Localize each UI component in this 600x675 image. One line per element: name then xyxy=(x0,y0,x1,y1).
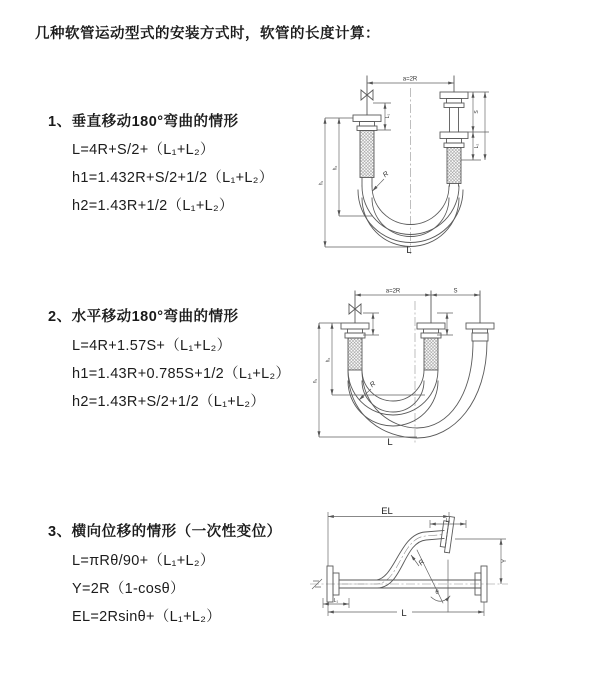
hose-assembly xyxy=(327,516,487,612)
dim-label-a2r: a=2R xyxy=(385,288,401,295)
dim-label-l: L xyxy=(401,608,407,619)
page-title: 几种软管运动型式的安装方式时，软管的长度计算： xyxy=(35,26,380,42)
braided-hose-left xyxy=(360,131,374,178)
section-2-heading: 2、水平移动180°弯曲的情形 xyxy=(48,309,239,325)
dim-label-l1: L₁ xyxy=(333,598,339,604)
section-1-formula-L: L=4R+S/2+（L₁+L₂） xyxy=(72,142,215,158)
section-3-formula-EL: EL=2Rsinθ+（L₁+L₂） xyxy=(72,609,222,625)
dim-label-h2: h₂ xyxy=(332,165,339,171)
braided-hose-left xyxy=(348,338,362,370)
section-2-formula-L: L=4R+1.57S+（L₁+L₂） xyxy=(72,338,232,354)
braided-hose-middle xyxy=(424,338,438,370)
dim-label-l: L xyxy=(406,245,412,256)
dim-label-el: EL xyxy=(381,506,393,517)
diagram-lateral-displacement xyxy=(303,503,518,625)
hose-arc xyxy=(362,186,459,235)
braided-hose-right xyxy=(447,148,461,184)
section-2-formula-h1: h1=1.43R+0.785S+1/2（L₁+L₂） xyxy=(72,366,291,382)
dim-label-r: R xyxy=(417,558,427,568)
section-3-formula-L: L=πRθ/90+（L₁+L₂） xyxy=(72,553,215,569)
section-1-formula-h2: h2=1.43R+1/2（L₁+L₂） xyxy=(72,198,234,214)
dimension-lines xyxy=(323,512,506,616)
section-1-heading: 1、垂直移动180°弯曲的情形 xyxy=(48,114,239,130)
dim-label-a2r: a=2R xyxy=(402,76,418,83)
dim-label-r: R xyxy=(368,380,378,390)
dimension-lines xyxy=(319,295,480,437)
dim-label-l1: L₁ xyxy=(385,113,391,119)
section-3-heading: 3、横向位移的情形（一次性变位） xyxy=(48,524,282,540)
hose-arc xyxy=(348,370,438,415)
dim-label-y: Y xyxy=(502,558,508,564)
dim-label-l2: L₂ xyxy=(445,518,451,524)
dim-label-theta: θ xyxy=(435,590,439,596)
dim-label-s: S xyxy=(474,110,480,114)
dim-label-h1: h₁ xyxy=(313,378,319,384)
dim-label-s: S xyxy=(453,288,458,295)
section-3-formula-Y: Y=2R（1-cosθ） xyxy=(72,581,185,597)
diagram-vertical-180-bend xyxy=(315,70,527,262)
dim-label-h2: h₂ xyxy=(325,357,332,363)
diagram-horizontal-180-bend xyxy=(313,285,528,453)
section-2-formula-h2: h2=1.43R+S/2+1/2（L₁+L₂） xyxy=(72,394,266,410)
section-1-formula-h1: h1=1.432R+S/2+1/2（L₁+L₂） xyxy=(72,170,274,186)
hose-centerline xyxy=(339,535,444,585)
dim-label-h1: h₁ xyxy=(318,180,325,186)
dim-label-r: R xyxy=(381,170,391,180)
dim-label-l2: L₂ xyxy=(474,143,480,149)
dim-label-l: L xyxy=(387,437,393,448)
